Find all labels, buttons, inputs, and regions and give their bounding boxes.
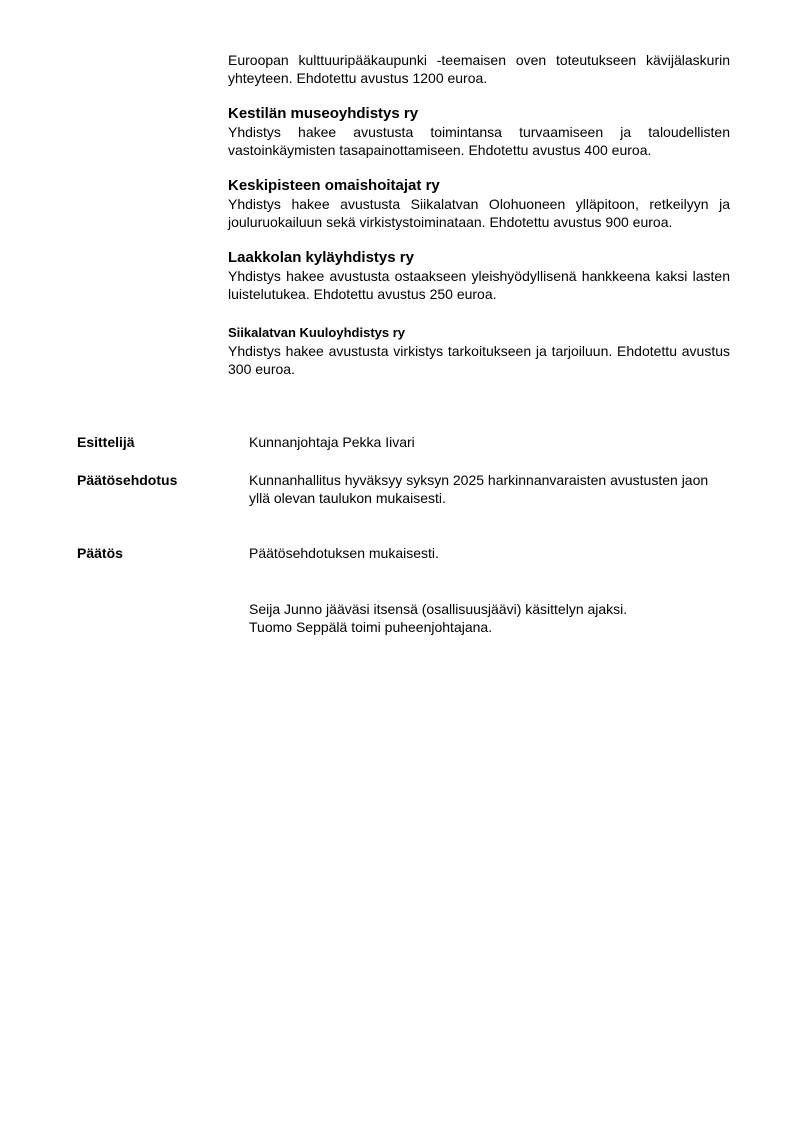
grant-item: [228, 321, 730, 378]
grant-description: Yhdistys hakee avustusta virkistys tarkoitukseen ja tarjoiluun. Ehdotettu avustus 300 euroa.: [228, 343, 730, 377]
grant-title: Keskipisteen omaishoitajat ry: [228, 177, 440, 194]
grant-item: [228, 249, 730, 303]
esittelija-label: Esittelijä: [77, 434, 135, 450]
paatos-label: Päätös: [77, 545, 123, 561]
grant-description: Yhdistys hakee avustusta toimintansa turvaamiseen ja taloudellisten vastoinkäymisten tasapainottamiseen. Ehdotettu avustus 400 euroa.: [228, 124, 730, 158]
grant-item: [228, 105, 730, 159]
grant-list: [228, 51, 730, 396]
paatosehdotus-label: Päätösehdotus: [77, 472, 178, 488]
meeting-notes: [249, 600, 729, 636]
intro-paragraph: Euroopan kulttuuripääkaupunki -teemaisen oven toteutukseen kävijälaskurin yhteyteen. Ehdotettu avustus 1200 euroa.: [228, 52, 730, 86]
paatosehdotus-value: Kunnanhallitus hyväksyy syksyn 2025 harkinnanvaraisten avustusten jaon yllä olevan taulukon mukaisesti.: [249, 472, 709, 506]
note-line: Tuomo Seppälä toimi puheenjohtajana.: [249, 619, 493, 635]
grant-title: Kestilän museoyhdistys ry: [228, 105, 419, 122]
grant-item: [228, 177, 730, 231]
grant-description: Yhdistys hakee avustusta Siikalatvan Olohuoneen ylläpitoon, retkeilyyn ja jouluruokailuun sekä virkistystoiminataan. Ehdotettu avustus 900 euroa.: [228, 196, 730, 230]
grant-title: Laakkolan kyläyhdistys ry: [228, 249, 414, 266]
grant-description: Yhdistys hakee avustusta ostaakseen yleishyödyllisenä hankkeena kaksi lasten luistelutukea. Ehdotettu avustus 250 euroa.: [228, 268, 730, 302]
esittelija-value: Kunnanjohtaja Pekka Iivari: [249, 434, 415, 450]
note-line: Seija Junno jääväsi itsensä (osallisuusjäävi) käsittelyn ajaksi.: [249, 601, 628, 617]
paatos-value: Päätösehdotuksen mukaisesti.: [249, 545, 439, 561]
grant-title: Siikalatvan Kuuloyhdistys ry: [228, 325, 406, 340]
